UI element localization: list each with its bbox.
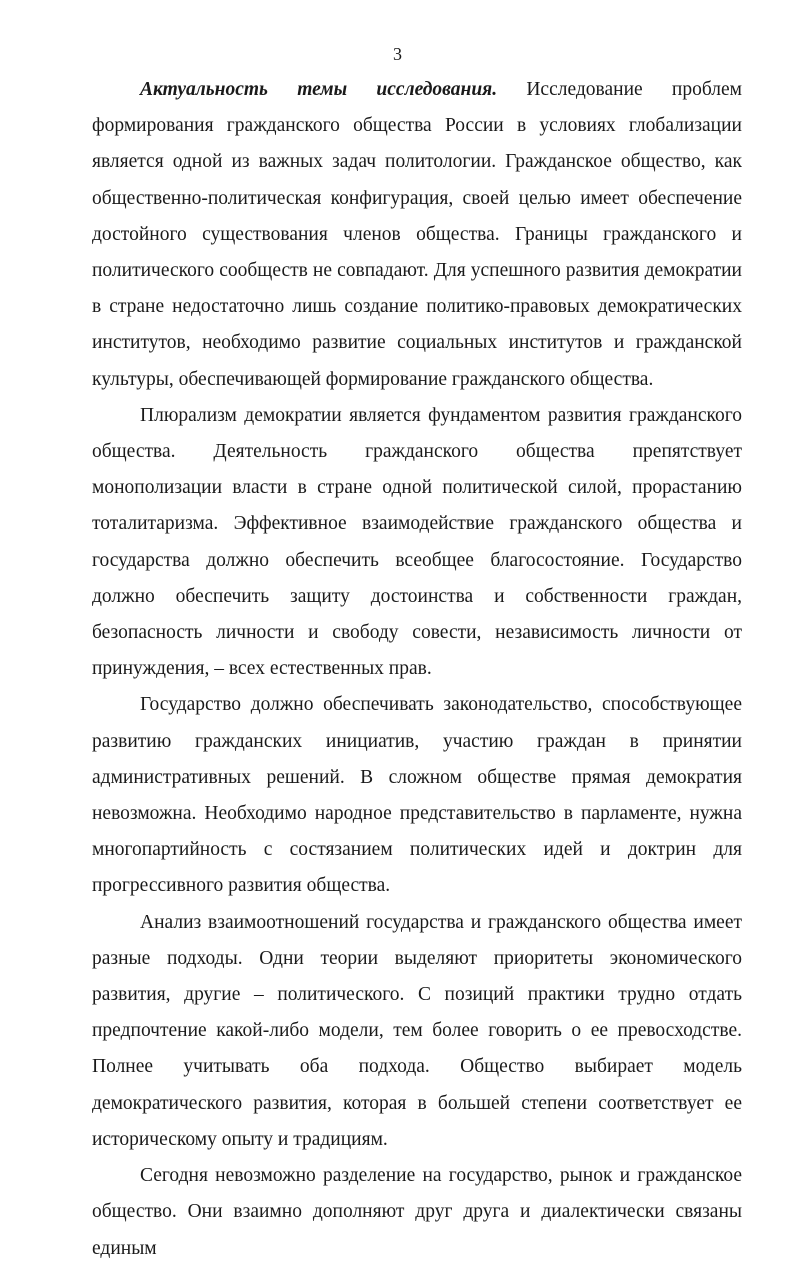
paragraph-analysis: Анализ взаимоотношений государства и гражданского общества имеет разные подходы. Одни теории выделяют приоритеты экономического развития, другие – политического. С позиций практики трудно отдать предпочтение какой-либо модели, тем более говорить о ее превосходстве. Полнее учитывать оба подхода. Общество выбирает модель демократического развития, которая в большей степени соответствует ее историческому опыту и традициям.	[92, 911, 742, 1150]
body-text	[92, 72, 742, 1267]
paragraph-state-duties: Государство должно обеспечивать законодательство, способствующее развитию гражданских инициатив, участию граждан в принятии административных решений. В сложном обществе прямая демократия невозможна. Необходимо народное представительство в парламенте, нужна многопартийность с состязанием политических идей и доктрин для прогрессивного развития общества.	[92, 694, 742, 897]
page-number: 3	[393, 44, 402, 64]
paragraph-text: Исследование проблем формирования гражданского общества России в условиях глобализации является одной из важных задач политологии. Гражданское общество, как общественно-политическая конфигурация, своей целью имеет обеспечение достойного существования членов общества. Границы гражданского и политического сообществ не совпадают. Для успешного развития демократии в стране недостаточно лишь создание политико-правовых демократических институтов, необходимо развитие социальных институтов и гражданской культуры, обеспечивающей формирование гражданского общества.	[92, 79, 743, 390]
paragraph-relevance	[92, 72, 742, 398]
section-lead-heading: Актуальность темы исследования.	[140, 79, 498, 100]
paragraph-pluralism: Плюрализм демократии является фундаментом развития гражданского общества. Деятельность гражданского общества препятствует монополизации власти в стране одной политической силой, прорастанию тоталитаризма. Эффективное взаимодействие гражданского общества и государства должно обеспечить всеобщее благосостояние. Государство должно обеспечить защиту достоинства и собственности граждан, безопасность личности и свободу совести, независимость личности от принуждения, – всех естественных прав.	[92, 404, 742, 680]
paragraph-today: Сегодня невозможно разделение на государство, рынок и гражданское общество. Они взаимно дополняют друг друга и диалектически связаны единым	[92, 1165, 742, 1259]
